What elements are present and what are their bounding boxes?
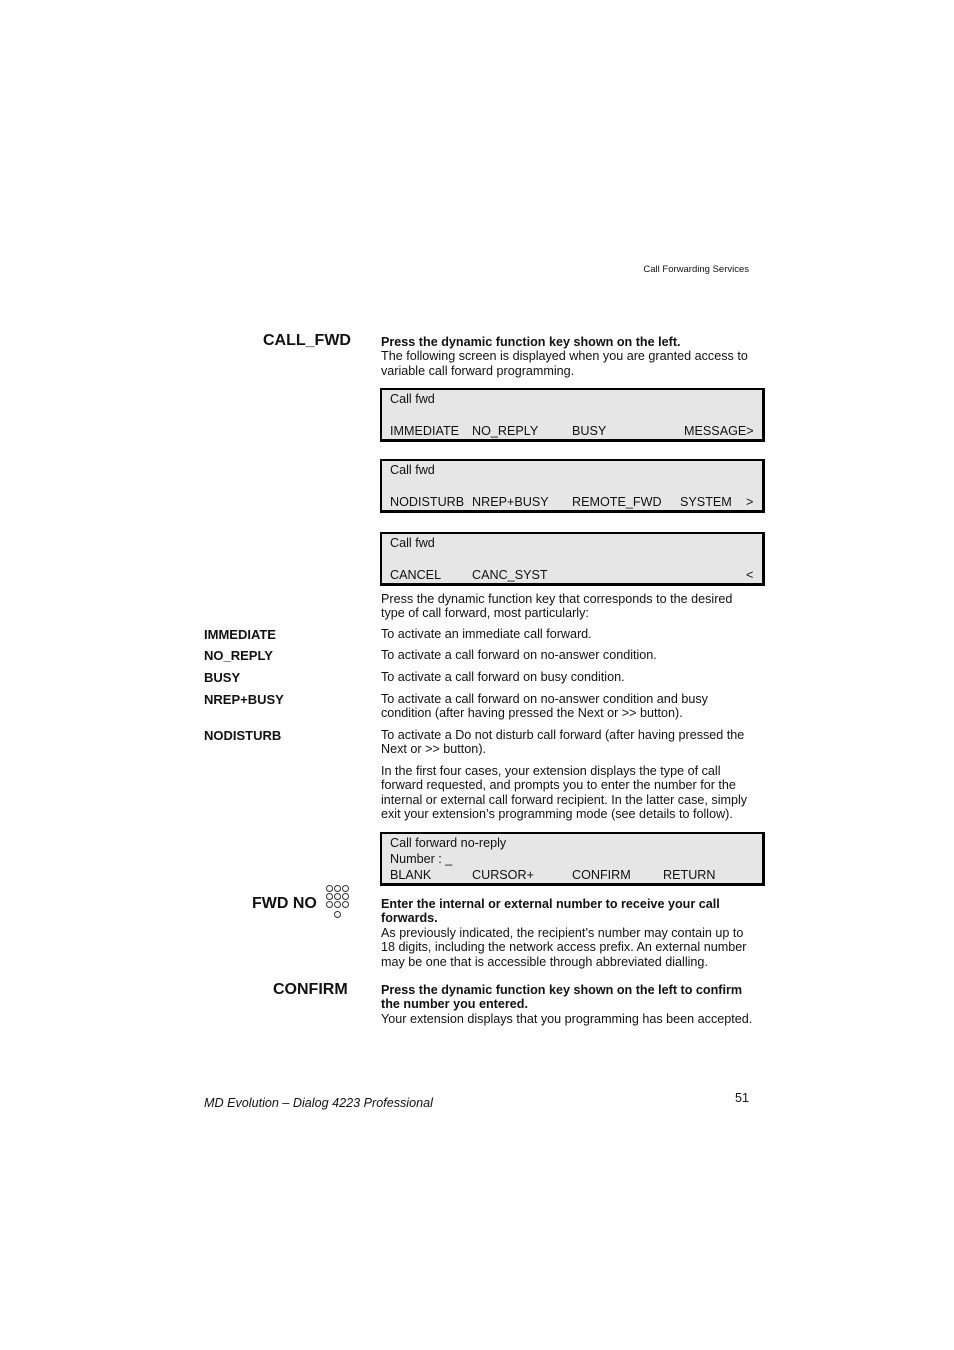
display-screen-2 [380,459,765,513]
option-desc-immediate: To activate an immediate call forward. [381,627,592,641]
fwd-no-key-label: FWD NO [252,895,317,912]
screen-4-number-line: Number : _ [390,852,453,866]
confirm-instruction: Press the dynamic function key shown on the left to confirm the number you entered. [381,983,743,1012]
softkey-nodisturb: NODISTURB [390,495,465,509]
call-fwd-key-label: CALL_FWD [263,332,351,349]
keypad-icon [326,885,350,921]
screen-3-title: Call fwd [390,536,435,550]
softkey-nrep-busy: NREP+BUSY [472,495,549,509]
softkey-canc-syst: CANC_SYST [472,568,548,582]
call-fwd-instruction: Press the dynamic function key shown on the left. [381,335,681,349]
option-desc-nodisturb: To activate a Do not disturb call forward (after having pressed the Next or >> button). [381,728,745,757]
softkey-confirm: CONFIRM [572,868,631,882]
softkey-remote-fwd: REMOTE_FWD [572,495,662,509]
fwd-no-description [381,897,756,969]
softkey-immediate: IMMEDIATE [390,424,460,438]
softkey-cancel: CANCEL [390,568,442,582]
softkey-prev-arrow: < [746,568,754,582]
section-header: Call Forwarding Services [643,264,749,275]
option-label-nrep-busy: NREP+BUSY [204,692,284,707]
softkey-system: SYSTEM [680,495,732,509]
option-desc-no-reply: To activate a call forward on no-answer condition. [381,648,657,662]
softkey-no-reply: NO_REPLY [472,424,539,438]
option-label-no-reply: NO_REPLY [204,648,273,663]
fwd-no-text: As previously indicated, the recipient’s number may contain up to 18 digits, including the network access prefix. An external number may be one that is accessible through abbreviated dialling. [381,925,747,969]
option-desc-nrep-busy: To activate a call forward on no-answer condition and busy condition (after having pressed the Next or >> button). [381,692,708,721]
softkey-busy: BUSY [572,424,607,438]
screen-4-title: Call forward no-reply [390,836,507,850]
screen-2-title: Call fwd [390,463,435,477]
footer-title: MD Evolution – Dialog 4223 Professional [204,1096,433,1110]
options-intro: Press the dynamic function key that corresponds to the desired type of call forward, most particularly: [381,592,733,621]
confirm-key-label: CONFIRM [273,981,348,998]
option-label-nodisturb: NODISTURB [204,728,282,743]
fwd-no-instruction: Enter the internal or external number to receive your call forwards. [381,897,720,926]
call-fwd-text: The following screen is displayed when you are granted access to variable call forward programming. [381,349,748,378]
confirm-text: Your extension displays that you programming has been accepted. [381,1011,753,1026]
softkey-message: MESSAGE> [684,424,754,438]
softkey-cursor: CURSOR+ [472,868,534,882]
display-screen-1 [380,388,765,442]
option-label-busy: BUSY [204,670,241,685]
display-screen-4 [380,832,765,886]
call-fwd-description [381,335,756,378]
softkey-blank: BLANK [390,868,432,882]
softkey-return: RETURN [663,868,716,882]
softkey-next-arrow: > [746,495,754,509]
page-number: 51 [735,1091,750,1105]
screen-1-title: Call fwd [390,392,435,406]
display-screen-3 [380,532,765,586]
option-desc-busy: To activate a call forward on busy condition. [381,670,625,684]
option-label-immediate: IMMEDIATE [204,627,276,642]
confirm-description [381,983,756,1026]
cases-note: In the first four cases, your extension displays the type of call forward requested, and prompts you to enter the number for the internal or external call forward recipient. In the latter case, simply exit your extension’s programming mode (see details to follow). [381,764,748,822]
